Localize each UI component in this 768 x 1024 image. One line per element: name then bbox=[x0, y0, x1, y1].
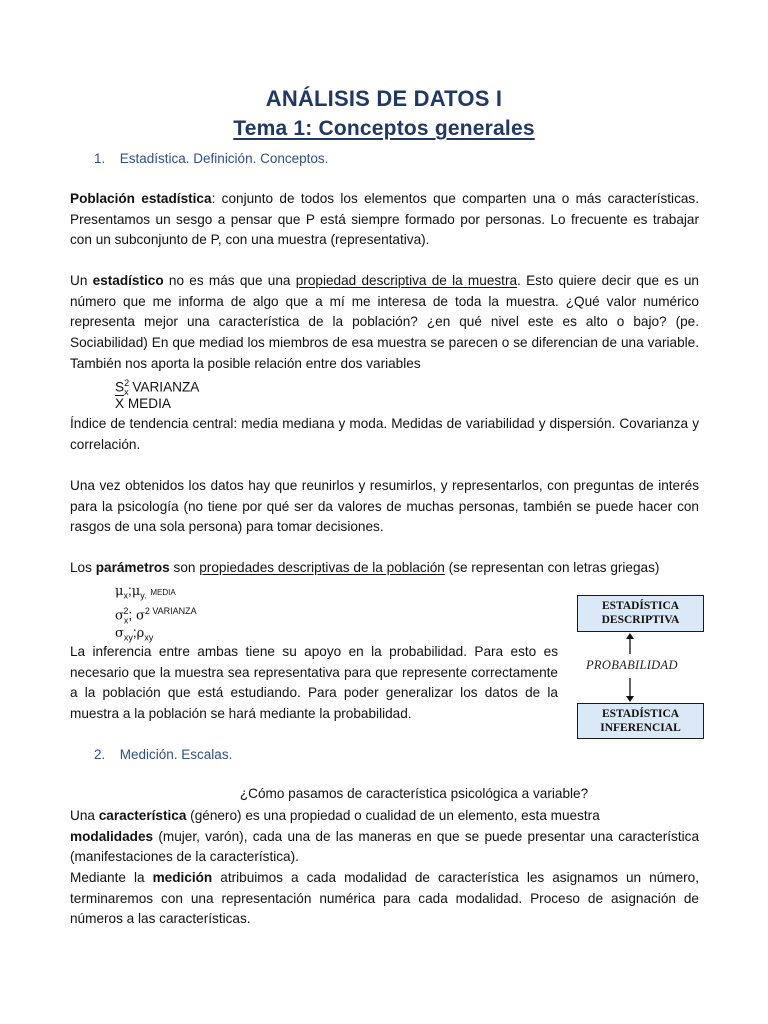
media-line bbox=[115, 394, 171, 415]
section-1-label: Estadística. Definición. Conceptos. bbox=[119, 151, 329, 166]
media-label: MEDIA bbox=[150, 588, 176, 597]
text-run: (género) es una propiedad o cualidad de un elemento, esta muestra bbox=[186, 808, 600, 823]
document-subtitle: Tema 1: Conceptos generales bbox=[233, 117, 535, 140]
paragraph-inferencia: La inferencia entre ambas tiene su apoyo en la probabilidad. Para esto es necesario que la muestra sea representativa para que represente correctamente a la población que está estudiando. Para poder generalizar los datos de la muestra a la población se hará mediante la probabilidad. bbox=[70, 644, 558, 722]
underlined-propiedades-poblacion: propiedades descriptivas de la población bbox=[199, 560, 445, 575]
varianza-sup-label: 2 VARIANZA bbox=[144, 606, 197, 616]
mu-sub-y: y. bbox=[140, 590, 147, 601]
paragraph-caracteristica bbox=[70, 806, 699, 868]
paragraph-estadistico bbox=[70, 271, 699, 375]
term-parametros: parámetros bbox=[95, 560, 170, 575]
paragraph-parametros bbox=[70, 558, 659, 579]
box-estadistica-inferencial bbox=[577, 703, 704, 739]
paragraph-poblacion bbox=[70, 189, 699, 251]
paragraph-datos: Una vez obtenidos los datos hay que reunirlos y resumirlos, y representarlos, con preguntas de interés para la psicología (no tiene por qué ser da valores de muchas personas, también se puede hacer con rasgos de una sola persona) para tomar decisiones. bbox=[70, 478, 699, 535]
text-run: no es más que una bbox=[163, 273, 296, 288]
paragraph-medicion bbox=[70, 868, 699, 930]
variance-symbol: S bbox=[115, 379, 125, 395]
mu-symbol: μ bbox=[115, 584, 124, 599]
paragraph-tendencia-central: Índice de tendencia central: media mediana y moda. Medidas de variabilidad y dispersión. Covarianza y correlación. bbox=[70, 416, 699, 452]
term-estadistico bbox=[93, 273, 164, 288]
text-run: atribuimos a cada modalidad de característica les asignamos un número, terminaremos con una representación numérica para cada modalidad. Proceso de asignación de números a las características. bbox=[70, 870, 700, 927]
text-run: (mujer, varón), cada una de las maneras en que se puede presentar una característica (manifestaciones de la característica). bbox=[70, 828, 699, 865]
section-2-label: Medición. Escalas. bbox=[119, 747, 233, 762]
document-title: ANÁLISIS DE DATOS I bbox=[265, 86, 503, 111]
box-bottom-line1: ESTADÍSTICA bbox=[601, 708, 680, 720]
box-bottom-line2: INFERENCIAL bbox=[600, 722, 681, 734]
term-estadistico-bold: estadístico bbox=[92, 273, 164, 288]
mean-symbol: $\overline{X}$ bbox=[115, 396, 125, 411]
box-top-line2: DESCRIPTIVA bbox=[601, 614, 680, 626]
rho-sub-xy: xy bbox=[144, 632, 154, 643]
term-caracteristica: característica bbox=[98, 808, 187, 823]
text-run: Una bbox=[70, 808, 99, 823]
term-poblacion: Población estadística bbox=[70, 191, 212, 206]
question-line: ¿Cómo pasamos de característica psicológica a variable? bbox=[239, 786, 589, 801]
section-2-heading bbox=[94, 747, 232, 762]
text-run: Los bbox=[70, 560, 96, 575]
mu-symbol: μ bbox=[131, 584, 141, 599]
section-1-number: 1. bbox=[94, 151, 106, 166]
box-estadistica-descriptiva bbox=[577, 595, 704, 632]
text-run: son bbox=[169, 560, 200, 575]
section-1-heading bbox=[94, 151, 328, 166]
diagram-probabilidad-label: PROBABILIDAD bbox=[586, 658, 678, 672]
separator: ; bbox=[132, 625, 137, 640]
rho-symbol: ρ bbox=[136, 626, 145, 641]
text-run: . Esto quiere decir que es un número que me informa de algo que a mí me interesa de toda la muestra. ¿Qué valor numérico representa mejor una característica de la población? ¿en qué nivel este es alto o bajo? (pe. Sociabilidad) En que mediad los miembros de esa muestra se parecen o se diferencian de una variable. También nos aporta la posible relación entre dos variables bbox=[70, 273, 699, 371]
text-run: Un bbox=[70, 273, 93, 288]
box-top-line1: ESTADÍSTICA bbox=[601, 600, 680, 612]
sigma-sub-x: x bbox=[123, 615, 129, 626]
variance-sub: x bbox=[124, 387, 129, 398]
term-medicion: medición bbox=[152, 870, 213, 885]
mu-sub-x: x bbox=[123, 590, 128, 601]
separator: ; bbox=[127, 583, 132, 598]
poblacion-definition: : conjunto de todos los elementos que comparten una o más características. Presentamos un sesgo a pensar que P está siempre formado por personas. Lo frecuente es trabajar con un subconjunto de P, con una muestra (representativa). bbox=[70, 191, 699, 248]
term-modalidades: modalidades bbox=[70, 828, 154, 844]
text-run: (se representan con letras griegas) bbox=[444, 560, 660, 575]
sigma-symbol: σ bbox=[115, 608, 124, 624]
sigma-sub-xy: xy bbox=[123, 632, 133, 643]
variance-label: VARIANZA bbox=[128, 379, 200, 395]
mean-label: MEDIA bbox=[124, 396, 171, 411]
sigma-symbol: σ bbox=[135, 608, 145, 624]
variance-sup: 2 bbox=[124, 378, 130, 388]
section-2-number: 2. bbox=[94, 747, 106, 762]
sigma-symbol: σ bbox=[115, 626, 124, 641]
separator: ; bbox=[128, 607, 133, 623]
text-run: Mediante la bbox=[70, 870, 153, 885]
underlined-propiedad-muestra: propiedad descriptiva de la muestra bbox=[295, 273, 518, 288]
sigma-sup: 2 bbox=[123, 606, 129, 616]
